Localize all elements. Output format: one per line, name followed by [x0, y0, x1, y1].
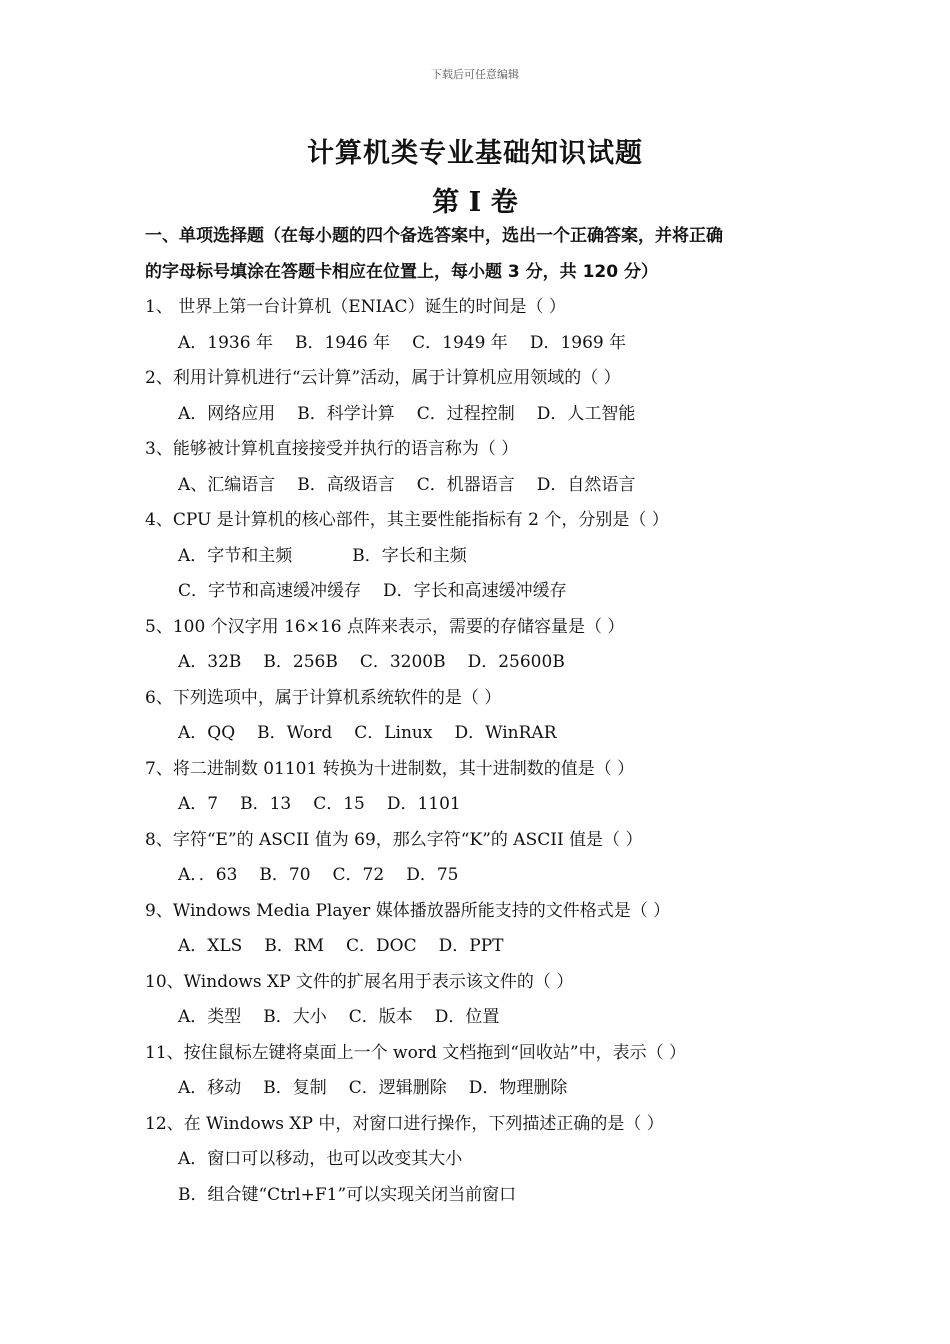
option-b: B．高级语言 [297, 474, 395, 495]
option-c: C．过程控制 [416, 403, 515, 424]
option-b: B．13 [240, 794, 292, 814]
document-subtitle: 第 I 卷 [432, 187, 518, 218]
question-5: 5、100 个汉字用 16×16 点阵来表示，需要的存储容量是（ ） [145, 616, 625, 637]
question-10-options [145, 1000, 815, 1036]
question-9-options [145, 929, 815, 965]
option-b: B．256B [263, 652, 338, 672]
option-c: C．3200B [359, 652, 446, 672]
option-a: A、汇编语言 [178, 474, 276, 495]
option-d: D．自然语言 [536, 474, 636, 495]
option-a: B．组合键“Ctrl+F1”可以实现关闭当前窗口 [178, 1184, 517, 1205]
option-d: D．1969 年 [529, 332, 627, 353]
option-c: C．机器语言 [416, 474, 515, 495]
option-c: C．1949 年 [412, 332, 508, 353]
page-header-note: 下载后可任意编辑 [431, 68, 519, 81]
option-b: B．Word [257, 723, 333, 743]
question-10: 10、Windows XP 文件的扩展名用于表示该文件的（ ） [145, 971, 574, 992]
question-11-options [145, 1071, 815, 1107]
option-b: B．字长和主频 [352, 545, 467, 566]
option-a: A．窗口可以移动，也可以改变其大小 [178, 1149, 463, 1169]
option-a: A．．63 [178, 865, 238, 885]
option-d: D．位置 [434, 1007, 500, 1027]
question-5-options [145, 645, 815, 681]
option-c: C．Linux [354, 723, 433, 743]
question-3: 3、能够被计算机直接接受并执行的语言称为（ ） [145, 439, 519, 459]
section-heading-line-1: 一、单项选择题（在每小题的四个备选答案中，选出一个正确答案，并将正确 [145, 226, 723, 246]
option-b: B．复制 [263, 1078, 327, 1098]
question-12: 12、在 Windows XP 中，对窗口进行操作，下列描述正确的是（ ） [145, 1113, 664, 1134]
question-4-options [145, 574, 815, 610]
option-b: B．RM [264, 936, 325, 956]
question-9: 9、Windows Media Player 媒体播放器所能支持的文件格式是（ ） [145, 900, 671, 921]
option-a: C．字节和高速缓冲缓存 [178, 581, 362, 601]
document-title: 计算机类专业基础知识试题 [307, 138, 643, 169]
question-list [145, 290, 815, 1213]
question-8: 8、字符“E”的 ASCII 值为 69，那么字符“K”的 ASCII 值是（ ） [145, 829, 643, 850]
option-c: C．15 [313, 794, 365, 814]
option-c: C．逻辑删除 [348, 1078, 447, 1098]
option-b: B．大小 [263, 1007, 327, 1027]
option-d: D．25600B [467, 652, 565, 672]
question-6: 6、下列选项中，属于计算机系统软件的是（ ） [145, 687, 502, 708]
question-11: 11、按住鼠标左键将桌面上一个 word 文档拖到“回收站”中，表示（ ） [145, 1042, 687, 1063]
question-7-options [145, 787, 815, 823]
option-a: A．XLS [178, 936, 243, 956]
option-d: D．人工智能 [536, 403, 636, 424]
question-12-options [145, 1142, 815, 1178]
option-c: C．72 [332, 865, 385, 885]
question-4-options [145, 539, 815, 575]
option-b: B．科学计算 [297, 403, 395, 424]
question-7: 7、将二进制数 01101 转换为十进制数，其十进制数的值是（ ） [145, 758, 635, 779]
option-a: A．QQ [178, 723, 236, 743]
option-d: D．1101 [386, 794, 461, 814]
option-a: A．字节和主频 [178, 545, 293, 566]
option-a: A．网络应用 [178, 403, 276, 424]
question-8-options [145, 858, 815, 894]
option-a: A．1936 年 [178, 332, 273, 353]
option-d: D．物理删除 [468, 1078, 568, 1098]
section-heading [145, 219, 815, 290]
option-a: A．32B [178, 652, 242, 672]
document-body [145, 219, 815, 1213]
option-b: B．1946 年 [294, 332, 391, 353]
option-c: C．DOC [346, 936, 417, 956]
question-1-options [145, 326, 815, 362]
option-b: D．字长和高速缓冲缓存 [383, 581, 567, 601]
option-b: B．70 [259, 865, 311, 885]
option-d: D．WinRAR [454, 723, 557, 743]
question-12-options [145, 1178, 815, 1214]
question-6-options [145, 716, 815, 752]
question-3-options [145, 468, 815, 504]
question-2: 2、利用计算机进行“云计算”活动，属于计算机应用领域的（ ） [145, 368, 621, 388]
option-a: A．移动 [178, 1078, 242, 1098]
option-c: C．版本 [348, 1007, 413, 1027]
question-2-options [145, 397, 815, 433]
option-d: D．75 [406, 865, 459, 885]
option-a: A．7 [178, 794, 219, 814]
question-4: 4、CPU 是计算机的核心部件，其主要性能指标有 2 个，分别是（ ） [145, 510, 669, 530]
option-d: D．PPT [438, 936, 504, 956]
section-heading-line-2: 的字母标号填涂在答题卡相应在位置上，每小题 3 分，共 120 分） [145, 261, 658, 282]
question-1: 1、 世界上第一台计算机（ENIAC）诞生的时间是（ ） [145, 297, 566, 317]
option-a: A．类型 [178, 1007, 242, 1027]
